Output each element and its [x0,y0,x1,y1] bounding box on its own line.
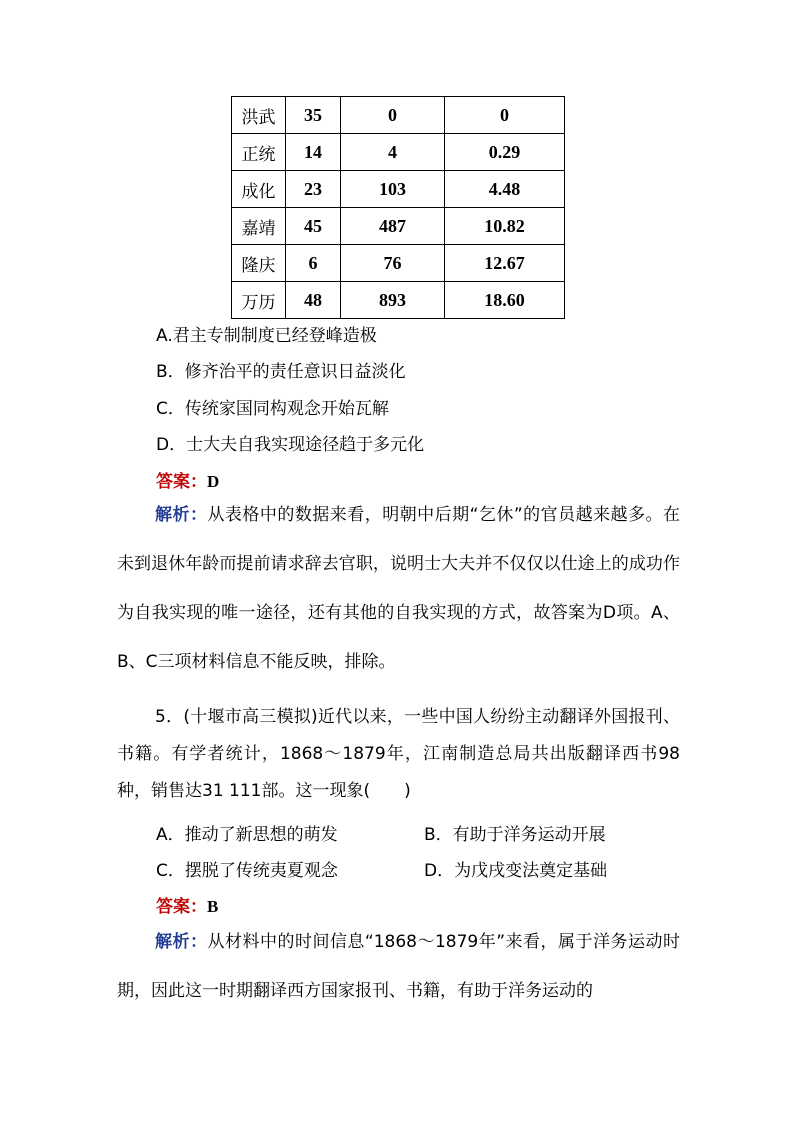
q4-option-d: D．士大夫自我实现途径趋于多元化 [156,435,425,455]
table-cell: 893 [341,282,445,319]
table-row [232,208,565,245]
table-cell: 35 [286,97,341,134]
table-cell: 12.67 [445,245,565,282]
table-cell: 23 [286,171,341,208]
q5-options-row-2 [156,856,676,881]
q5-option-b: B．有助于洋务运动开展 [424,825,606,845]
q5-stem: 5．(十堰市高三模拟)近代以来，一些中国人纷纷主动翻译外国报刊、书籍。有学者统计，1868～1879年，江南制造总局共出版翻译西书98种，销售达31 111部。这一现象( ) [117,707,680,801]
table-cell: 76 [341,245,445,282]
q5-option-d: D．为戊戌变法奠定基础 [424,861,608,881]
q5-answer-label: 答案： [156,897,207,917]
table-cell: 成化 [232,171,286,208]
q4-answer [156,467,219,492]
table-cell: 0 [341,97,445,134]
table-cell: 48 [286,282,341,319]
table-row [232,97,565,134]
table-cell: 0.29 [445,134,565,171]
table-cell: 14 [286,134,341,171]
q5-explanation [117,918,680,1016]
q4-answer-label: 答案： [156,472,207,492]
q4-explanation-text: 从表格中的数据来看，明朝中后期“乞休”的官员越来越多。在未到退休年龄而提前请求辞去官职，说明士大夫并不仅仅以仕途上的成功作为自我实现的唯一途径，还有其他的自我实现的方式，故答案为D项。A、B、C三项材料信息不能反映，排除。 [117,505,680,672]
q4-explanation [117,491,680,687]
table-row [232,282,565,319]
table-row [232,171,565,208]
table-cell: 0 [445,97,565,134]
table-cell: 103 [341,171,445,208]
table-row [232,245,565,282]
q4-explanation-label: 解析： [155,505,208,525]
table-row [232,134,565,171]
table-cell: 10.82 [445,208,565,245]
q5-option-a: A．推动了新思想的萌发 [156,825,338,845]
q5-explanation-text: 从材料中的时间信息“1868～1879年”来看，属于洋务运动时期，因此这一时期翻译西方国家报刊、书籍，有助于洋务运动的 [117,932,680,1001]
table-cell: 4.48 [445,171,565,208]
data-table [231,96,565,319]
q5-option-c: C．摆脱了传统夷夏观念 [156,861,338,881]
table-cell: 4 [341,134,445,171]
table-cell: 45 [286,208,341,245]
table-cell: 6 [286,245,341,282]
table-cell: 万历 [232,282,286,319]
q5-answer [156,892,218,917]
q5-options-row-1 [156,820,676,845]
q4-option-c: C．传统家国同构观念开始瓦解 [156,399,389,419]
table-cell: 18.60 [445,282,565,319]
q5-explanation-label: 解析： [155,932,208,952]
q5-answer-value: B [207,897,219,916]
q4-option-a: A.君主专制制度已经登峰造极 [156,326,377,346]
table-cell: 洪武 [232,97,286,134]
table-cell: 嘉靖 [232,208,286,245]
q4-option-b: B．修齐治平的责任意识日益淡化 [156,362,406,382]
table-cell: 隆庆 [232,245,286,282]
table-cell: 487 [341,208,445,245]
q4-answer-value: D [207,472,220,491]
table-cell: 正统 [232,134,286,171]
